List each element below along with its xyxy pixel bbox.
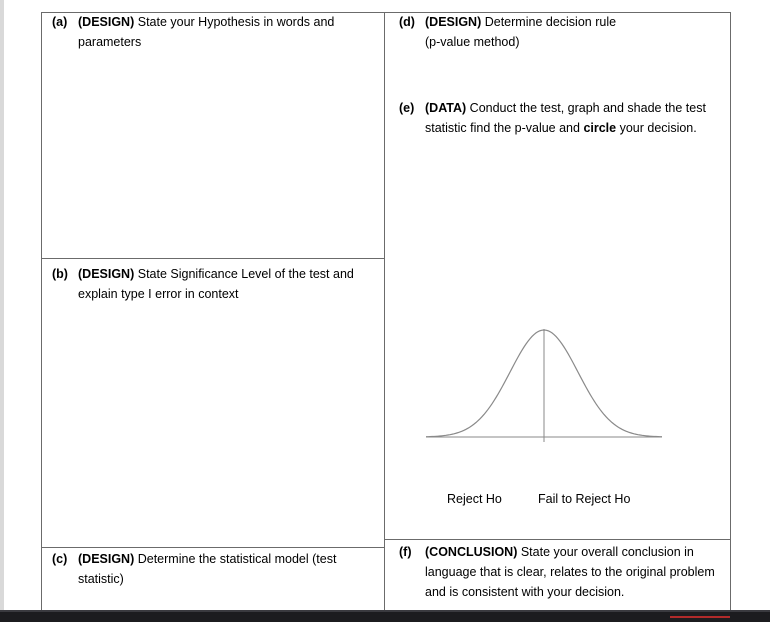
section-d-line2: (p-value method) <box>425 35 520 49</box>
section-b-body: State Significance Level of the test and explain type I error in context <box>78 267 354 301</box>
worksheet-grid <box>41 12 731 610</box>
section-c-letter: (c) <box>52 552 68 566</box>
section-a <box>52 12 370 52</box>
section-e-bold-word: circle <box>583 121 617 135</box>
section-e-body: Conduct the test, graph and shade the test statistic find the p-value and <box>425 101 706 135</box>
section-c <box>52 549 370 589</box>
divider-a-b <box>41 258 385 259</box>
divider-b-c <box>41 547 385 548</box>
fail-to-reject-label: Fail to Reject Ho <box>538 492 631 506</box>
section-a-tag: (DESIGN) <box>78 15 135 29</box>
section-f-body: State your overall conclusion in language that is clear, relates to the original problem and is consistent with your decision. <box>425 545 715 599</box>
taskbar-red-indicator <box>670 616 730 618</box>
section-f-tag: (CONCLUSION) <box>425 545 518 559</box>
middle-divider <box>384 12 385 610</box>
section-b <box>52 264 370 304</box>
section-b-letter: (b) <box>52 267 68 281</box>
section-a-letter: (a) <box>52 15 68 29</box>
right-border <box>730 12 731 610</box>
section-f-letter: (f) <box>399 545 412 559</box>
section-b-tag: (DESIGN) <box>78 267 135 281</box>
section-a-body: State your Hypothesis in words and parameters <box>78 15 335 49</box>
section-d-tag: (DESIGN) <box>425 15 482 29</box>
section-d-letter: (d) <box>399 15 415 29</box>
left-margin-strip <box>0 0 4 610</box>
section-e-body-end: your decision. <box>619 121 697 135</box>
reject-label: Reject Ho <box>447 492 502 506</box>
left-border <box>41 12 42 610</box>
section-d <box>399 12 719 52</box>
normal-curve-graph <box>426 327 666 447</box>
taskbar <box>0 610 770 622</box>
section-e-letter: (e) <box>399 101 415 115</box>
section-c-tag: (DESIGN) <box>78 552 135 566</box>
section-e <box>399 98 721 138</box>
section-f <box>399 542 721 602</box>
section-d-body: Determine decision rule <box>484 15 617 29</box>
section-d-text <box>425 12 719 52</box>
section-f-text <box>425 542 721 602</box>
section-b-text <box>78 264 370 304</box>
taskbar-top-line <box>0 610 770 612</box>
section-a-text <box>78 12 370 52</box>
divider-e-f <box>384 539 731 540</box>
section-c-text <box>78 549 370 589</box>
section-c-body: Determine the statistical model (test statistic) <box>78 552 337 586</box>
section-e-text <box>425 98 721 138</box>
section-e-tag: (DATA) <box>425 101 467 115</box>
